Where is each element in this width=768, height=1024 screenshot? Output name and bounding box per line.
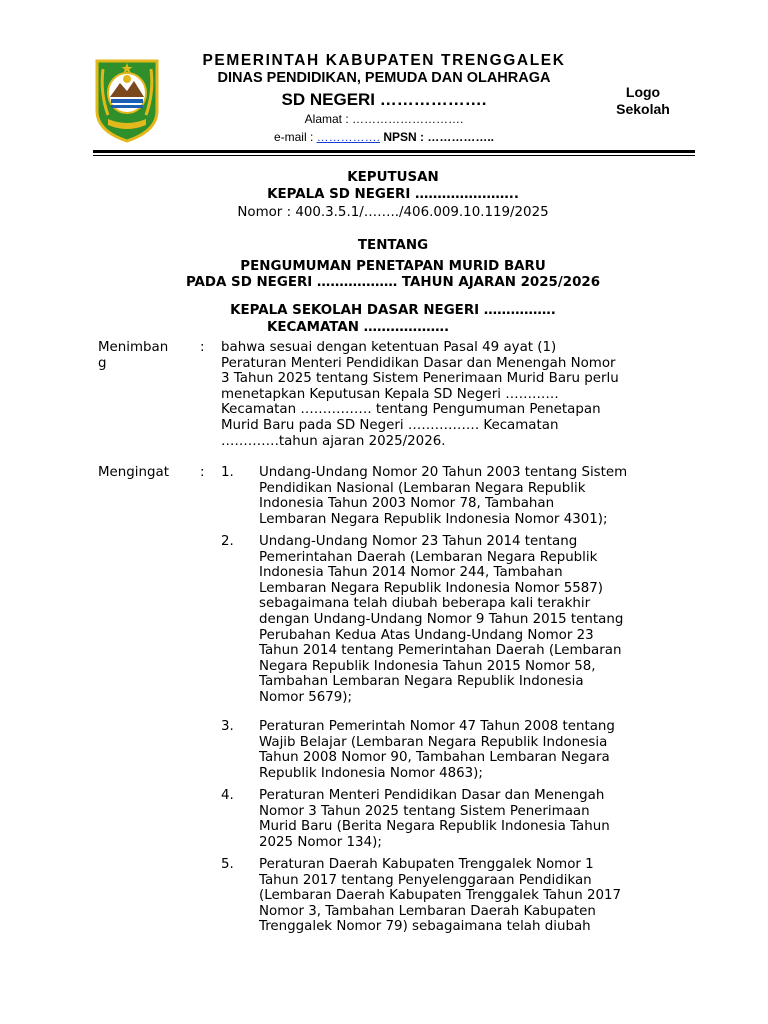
recalling-line: Tahun 2017 tentang Penyelenggaraan Pendidikan bbox=[259, 872, 592, 888]
recalling-line: Peraturan Daerah Kabupaten Trenggalek Nomor 1 bbox=[259, 857, 594, 872]
decree-issuer: KEPALA SD NEGERI ………………….. bbox=[267, 187, 519, 202]
government-name: PEMERINTAH KABUPATEN TRENGGALEK bbox=[202, 52, 566, 69]
email-link[interactable]: ……………. bbox=[316, 130, 380, 144]
considering-line: menetapkan Keputusan Kepala SD Negeri ………… bbox=[221, 386, 559, 402]
recalling-item bbox=[259, 719, 687, 781]
recalling-item bbox=[259, 534, 687, 706]
recalling-label: Mengingat bbox=[98, 465, 169, 480]
recalling-line: Undang-Undang Nomor 23 Tahun 2014 tentang bbox=[259, 534, 578, 549]
recalling-line: Peraturan Pemerintah Nomor 47 Tahun 2008 tentang bbox=[259, 719, 615, 734]
recalling-line: Lembaran Negara Republik Indonesia Nomor 4301); bbox=[259, 511, 608, 527]
recalling-colon: : bbox=[200, 465, 205, 480]
recalling-line: Murid Baru (Berita Negara Republik Indonesia Tahun bbox=[259, 819, 610, 835]
principal-heading: KEPALA SEKOLAH DASAR NEGERI ……………. bbox=[230, 303, 556, 318]
recalling-line: Nomor 5679); bbox=[259, 689, 353, 705]
recalling-line: dengan Undang-Undang Nomor 9 Tahun 2015 tentang bbox=[259, 611, 624, 627]
recalling-line: Lembaran Negara Republik Indonesia Nomor 5587) bbox=[259, 580, 603, 596]
considering-label-1: Menimban bbox=[98, 340, 169, 355]
considering-line: bahwa sesuai dengan ketentuan Pasal 49 ayat (1) bbox=[221, 340, 557, 355]
npsn-text: NPSN : …………….. bbox=[380, 130, 495, 144]
recalling-line: Pemerintahan Daerah (Lembaran Negara Republik bbox=[259, 549, 598, 565]
recalling-item-number: 4. bbox=[221, 788, 234, 803]
recalling-item bbox=[259, 465, 687, 527]
considering-line: 3 Tahun 2025 tentang Sistem Penerimaan Murid Baru perlu bbox=[221, 371, 619, 387]
letterhead bbox=[0, 0, 768, 160]
letterhead-rule-thin bbox=[93, 155, 695, 156]
decree-subject-2: PADA SD NEGERI ……………… TAHUN AJARAN 2025/2026 bbox=[185, 275, 601, 290]
recalling-line: Trenggalek Nomor 79) sebagaimana telah diubah bbox=[259, 919, 591, 935]
recalling-line: Peraturan Menteri Pendidikan Dasar dan Menengah bbox=[259, 788, 605, 803]
recalling-item bbox=[259, 788, 687, 850]
recalling-line: 2025 Nomor 134); bbox=[259, 834, 382, 850]
recalling-item-number: 5. bbox=[221, 857, 234, 872]
considering-label bbox=[98, 340, 188, 371]
letterhead-rule-thick bbox=[93, 150, 695, 153]
about-heading: TENTANG bbox=[357, 238, 429, 253]
recalling-item-number: 3. bbox=[221, 719, 234, 734]
recalling-line: sebagaimana telah diubah beberapa kali terakhir bbox=[259, 596, 591, 612]
considering-text bbox=[221, 340, 687, 449]
school-name: SD NEGERI ………………. bbox=[281, 90, 487, 109]
considering-line: Peraturan Menteri Pendidikan Dasar dan Menengah Nomor bbox=[221, 355, 616, 371]
school-address: Alamat : ………………………. bbox=[304, 112, 464, 126]
considering-label-2: g bbox=[98, 355, 107, 371]
considering-line: Kecamatan ……………. tentang Pengumuman Penetapan bbox=[221, 402, 601, 418]
considering-colon: : bbox=[200, 340, 205, 355]
recalling-item bbox=[259, 857, 687, 935]
school-logo-placeholder bbox=[603, 84, 683, 118]
recalling-line: Tambahan Lembaran Negara Republik Indonesia bbox=[259, 674, 584, 690]
recalling-item-number: 2. bbox=[221, 534, 234, 549]
email-label: e-mail : bbox=[273, 130, 317, 144]
recalling-item-number: 1. bbox=[221, 465, 234, 480]
school-logo-text-2: Sekolah bbox=[616, 101, 670, 117]
recalling-line: Nomor 3, Tambahan Lembaran Daerah Kabupaten bbox=[259, 903, 596, 919]
recalling-line: (Lembaran Daerah Kabupaten Trenggalek Tahun 2017 bbox=[259, 888, 622, 904]
considering-line: Murid Baru pada SD Negeri ……………. Kecamatan bbox=[221, 417, 559, 433]
considering-line: ………….tahun ajaran 2025/2026. bbox=[221, 433, 446, 449]
recalling-line: Perubahan Kedua Atas Undang-Undang Nomor 23 bbox=[259, 627, 594, 643]
recalling-line: Tahun 2014 tentang Pemerintahan Daerah (Lembaran bbox=[259, 643, 622, 659]
recalling-line: Republik Indonesia Nomor 4863); bbox=[259, 765, 483, 781]
recalling-line: Tahun 2008 Nomor 90, Tambahan Lembaran Negara bbox=[259, 750, 610, 766]
recalling-line: Indonesia Tahun 2014 Nomor 244, Tambahan bbox=[259, 565, 563, 581]
district-heading: KECAMATAN ………………. bbox=[266, 320, 450, 335]
recalling-line: Wajib Belajar (Lembaran Negara Republik Indonesia bbox=[259, 734, 608, 750]
decree-title: KEPUTUSAN bbox=[347, 170, 439, 185]
recalling-line: Indonesia Tahun 2003 Nomor 78, Tambahan bbox=[259, 496, 555, 512]
recalling-line: Negara Republik Indonesia Tahun 2015 Nomor 58, bbox=[259, 658, 596, 674]
office-name: DINAS PENDIDIKAN, PEMUDA DAN OLAHRAGA bbox=[217, 70, 551, 86]
recalling-line: Nomor 3 Tahun 2025 tentang Sistem Penerimaan bbox=[259, 803, 590, 819]
recalling-line: Pendidikan Nasional (Lembaran Negara Republik bbox=[259, 480, 586, 496]
recalling-line: Undang-Undang Nomor 20 Tahun 2003 tentang Sistem bbox=[259, 465, 628, 480]
decree-subject-1: PENGUMUMAN PENETAPAN MURID BARU bbox=[240, 259, 546, 274]
school-logo-text-1: Logo bbox=[625, 84, 661, 100]
decree-number: Nomor : 400.3.5.1/……../406.009.10.119/2025 bbox=[237, 205, 549, 220]
contact-line bbox=[0, 130, 768, 144]
